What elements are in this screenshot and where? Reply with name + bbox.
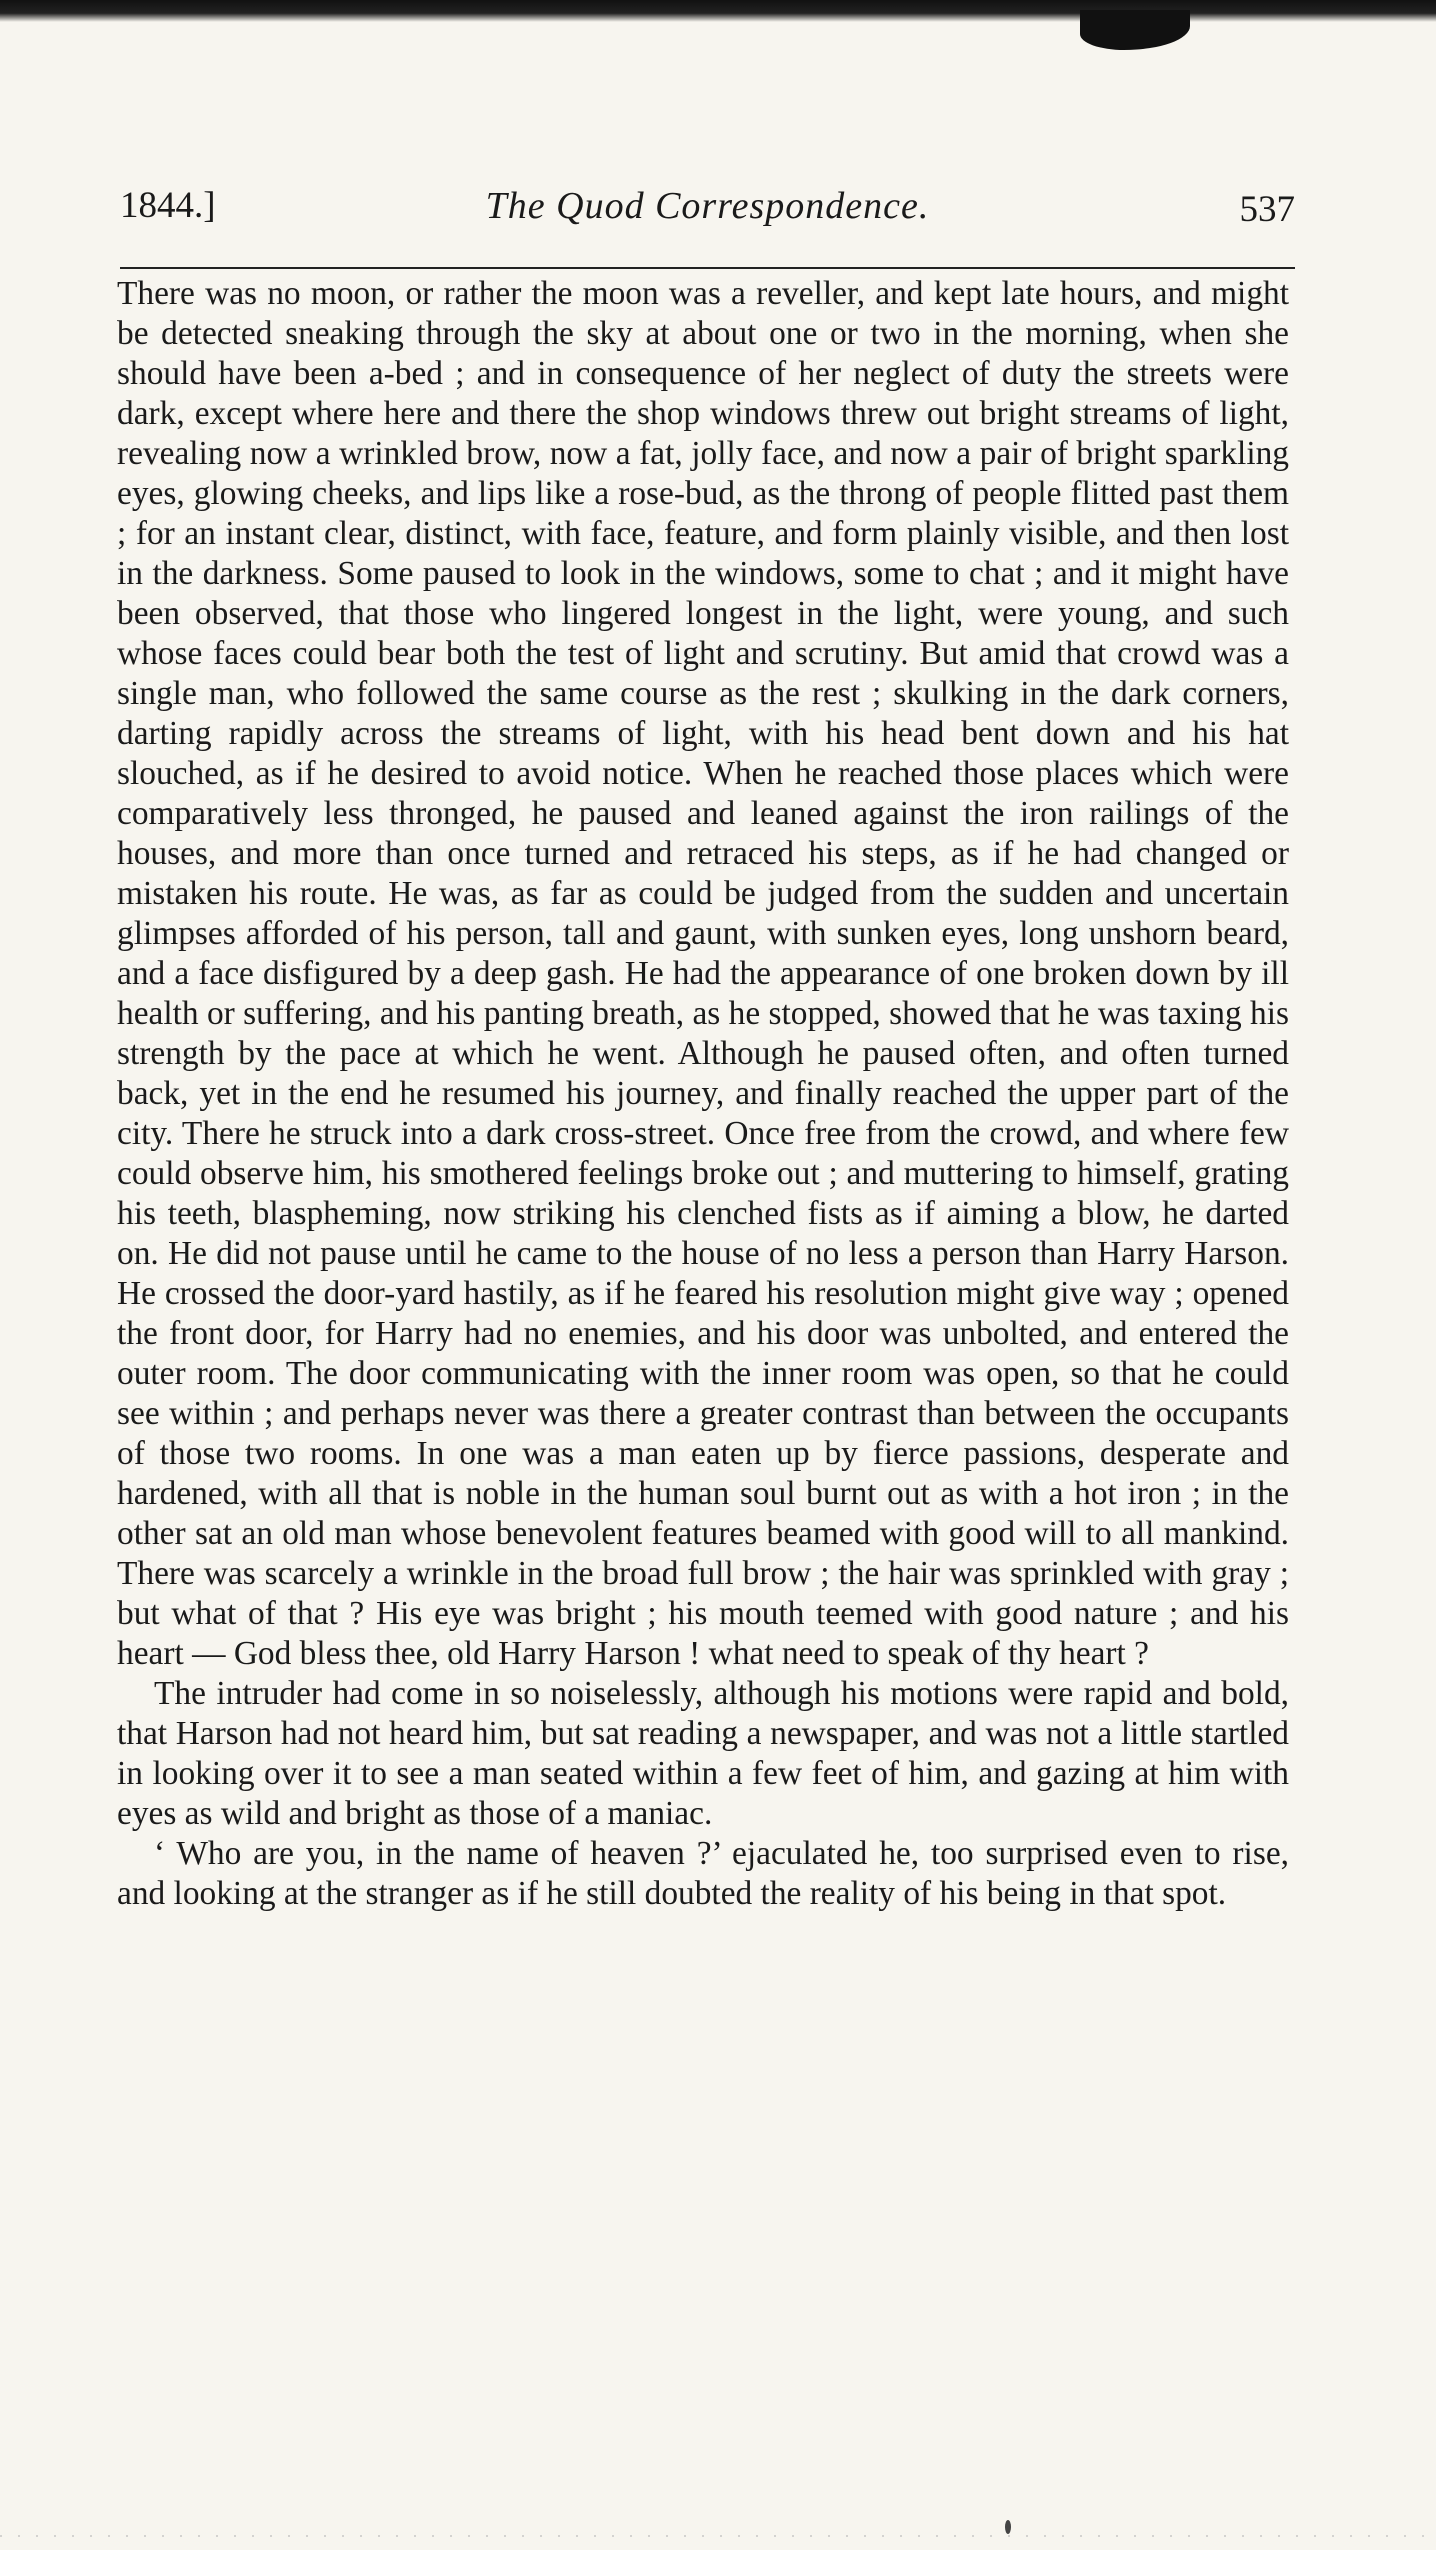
ink-speck bbox=[1005, 2520, 1011, 2534]
paragraph-1: There was no moon, or rather the moon was a reveller, and kept late hours, and might be detected sneaking through the sky at about one or two in the morning, when she should have been a-bed ; and in consequence of her neglect of duty the streets were dark, except where here and there the shop windows threw out bright streams of light, revealing now a wrinkled brow, now a fat, jolly face, and now a pair of bright sparkling eyes, glowing cheeks, and lips like a rose-bud, as the throng of people flitted past them ; for an instant clear, distinct, with face, feature, and form plainly visible, and then lost in the darkness. Some paused to look in the windows, some to chat ; and it might have been observed, that those who lingered longest in the light, were young, and such whose faces could bear both the test of light and scrutiny. But amid that crowd was a single man, who followed the same course as the rest ; skulking in the dark corners, darting rapidly across the streams of light, with his head bent down and his hat slouched, as if he desired to avoid notice. When he reached those places which were comparatively less thronged, he paused and leaned against the iron railings of the houses, and more than once turned and retraced his steps, as if he had changed or mistaken his route. He was, as far as could be judged from the sudden and uncertain glimpses afforded of his person, tall and gaunt, with sunken eyes, long unshorn beard, and a face disfigured by a deep gash. He had the appearance of one broken down by ill health or suffering, and his panting breath, as he stopped, showed that he was taxing his strength by the pace at which he went. Although he paused often, and often turned back, yet in the end he resumed his journey, and finally reached the upper part of the city. There he struck into a dark cross-street. Once free from the crowd, and where few could observe him, his smothered feelings broke out ; and muttering to himself, grating his teeth, blaspheming, now striking his clenched fists as if aiming a blow, he darted on. He did not pause until he came to the house of no less a person than Harry Harson. He crossed the door-yard hastily, as if he feared his resolution might give way ; opened the front door, for Harry had no enemies, and his door was unbolted, and entered the outer room. The door communicating with the inner room was open, so that he could see within ; and perhaps never was there a greater contrast than between the occupants of those two rooms. In one was a man eaten up by fierce passions, desperate and hardened, with all that is noble in the human soul burnt out as with a hot iron ; in the other sat an old man whose benevolent features beamed with good will to all mankind. There was scarcely a wrinkle in the broad full brow ; the hair was sprinkled with gray ; but what of that ? His eye was bright ; his mouth teemed with good nature ; and his heart — God bless thee, old Harry Harson ! what need to speak of thy heart ? bbox=[117, 275, 1289, 1672]
scanned-top-edge bbox=[0, 0, 1436, 22]
ink-blot bbox=[1080, 10, 1190, 50]
running-title: The Quod Correspondence. bbox=[485, 185, 930, 227]
running-header bbox=[120, 184, 1295, 244]
page-number: 537 bbox=[1239, 189, 1295, 230]
header-year: 1844.] bbox=[120, 185, 216, 226]
paragraph-2: The intruder had come in so noiselessly, although his motions were rapid and bold, that Harson had not heard him, but sat reading a newspaper, and was not a little startled in looking over it to see a man seated within a few feet of him, and gazing at him with eyes as wild and bright as those of a maniac. bbox=[117, 1675, 1289, 1832]
scan-noise bbox=[0, 2535, 1436, 2537]
article-body bbox=[117, 274, 1289, 1914]
header-rule bbox=[120, 267, 1295, 269]
paragraph-3: ‘ Who are you, in the name of heaven ?’ ejaculated he, too surprised even to rise, and looking at the stranger as if he still doubted the reality of his being in that spot. bbox=[117, 1835, 1289, 1912]
